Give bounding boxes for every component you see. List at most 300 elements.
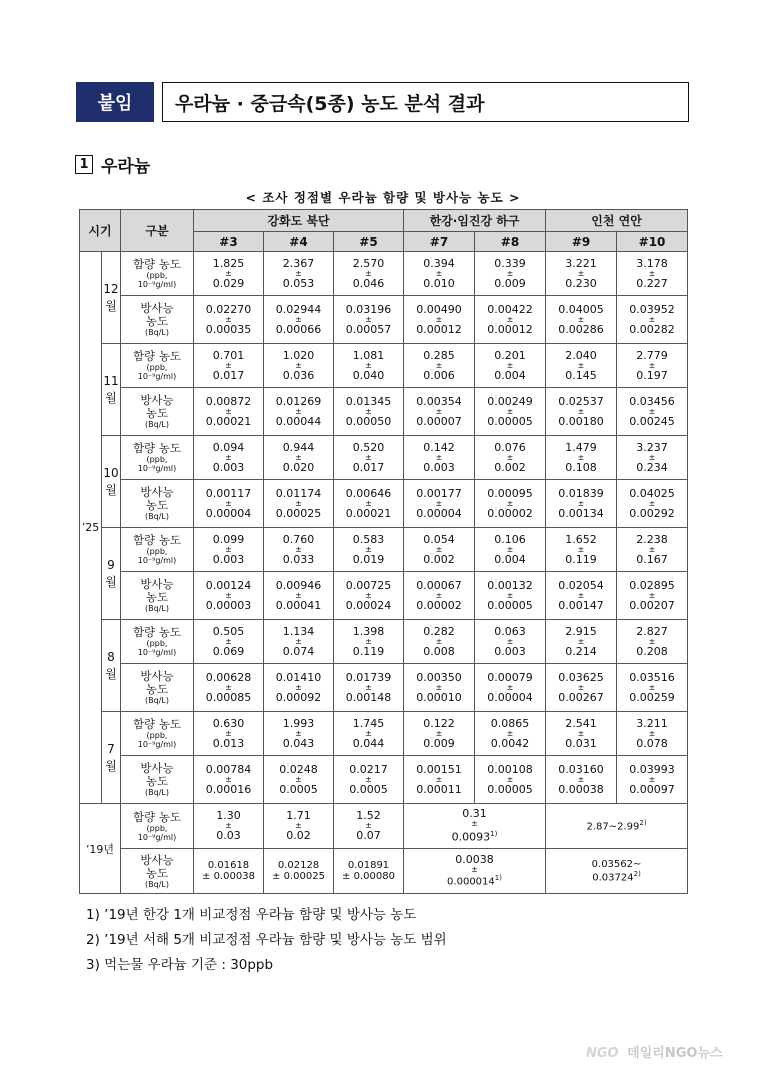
uncertainty: 0.167 [636, 552, 668, 566]
month-number: 11 [103, 373, 119, 388]
row-label-concentration [121, 528, 194, 572]
uncertainty: 0.00035 [205, 322, 252, 336]
row-label-radioactivity: 방사능 농도 (Bq/L) [121, 849, 194, 894]
row-month-radioactivity [80, 756, 688, 804]
value: 0.01839 [558, 486, 604, 500]
month-label [102, 528, 121, 620]
uncertainty: 0.00066 [275, 322, 322, 336]
value: 0.00124 [205, 578, 252, 592]
uncertainty: 0.00021 [345, 506, 392, 520]
cell-radioactivity [264, 296, 334, 344]
label-unit: 10⁻⁹g/ml) [137, 280, 177, 289]
plus-minus: ± [435, 498, 443, 508]
uncertainty: 0.00134 [558, 506, 604, 520]
cell-concentration [404, 528, 475, 572]
plus-minus: ± [295, 682, 302, 692]
plus-minus: ± [225, 268, 232, 278]
plus-minus: ± [295, 636, 302, 646]
plus-minus: ± [648, 682, 656, 692]
value: 2.367 [282, 256, 315, 270]
row-label-concentration [121, 620, 194, 664]
uncertainty: 0.00147 [558, 598, 604, 612]
cell-2019-rad-4: 0.02128 ± 0.00025 [264, 849, 334, 894]
label-unit: (ppb, [146, 363, 168, 372]
uncertainty: 0.00003 [205, 598, 252, 612]
label-main: 함량 농도 [132, 257, 182, 271]
uncertainty: 0.00012 [416, 322, 462, 336]
value: 0.02270 [205, 302, 252, 316]
plus-minus: ± [435, 774, 443, 784]
plus-minus: ± [365, 406, 372, 416]
plus-minus: ± [506, 728, 514, 738]
row-label-radioactivity [121, 296, 194, 344]
uncertainty: 0.009 [494, 276, 526, 290]
cell-concentration [264, 528, 334, 572]
label-unit: (Bq/L) [145, 420, 169, 429]
uncertainty: 0.214 [565, 644, 597, 658]
label-main: 농도 [145, 498, 169, 512]
row-month-radioactivity [80, 296, 688, 344]
value: 0.076 [494, 440, 526, 454]
cell-2019-conc-5: 1.52 ± 0.07 [334, 804, 404, 849]
uncertainty: 0.00057 [345, 322, 392, 336]
plus-minus: ± [648, 498, 656, 508]
value: 2.915 [565, 624, 597, 638]
value: 2.238 [636, 532, 668, 546]
uncertainty: 0.010 [423, 276, 455, 290]
value: 1.020 [282, 348, 315, 362]
plus-minus: ± [225, 314, 232, 324]
cell-concentration [546, 712, 617, 756]
plus-minus: ± [435, 728, 443, 738]
uncertainty: 0.00004 [205, 506, 252, 520]
cell-concentration [334, 528, 404, 572]
header-group-incheon: 인천 연안 [546, 210, 688, 232]
cell-concentration [334, 620, 404, 664]
watermark [586, 1042, 723, 1061]
row-label-concentration [121, 804, 194, 849]
value: 0.02054 [558, 578, 604, 592]
value: 2.827 [636, 624, 668, 638]
cell-concentration [194, 712, 264, 756]
cell-radioactivity [617, 756, 688, 804]
footnote: 1) ’19년 한강 1개 비교정점 우라늄 함량 및 방사능 농도 [86, 907, 417, 923]
plus-minus: ± [577, 544, 585, 554]
header-station: #10 [617, 232, 688, 252]
plus-minus: ± [295, 406, 302, 416]
value: 0.00177 [416, 486, 462, 500]
value: 1.081 [352, 348, 385, 362]
value: 0.00628 [205, 670, 252, 684]
value: 0.00249 [487, 394, 533, 408]
label-main: 함량 농도 [132, 349, 182, 363]
cell-2019-rad-3: 0.01618 ± 0.00038 [194, 849, 264, 894]
uncertainty: 0.017 [352, 460, 385, 474]
uncertainty: 0.003 [212, 460, 245, 474]
plus-minus: ± [506, 590, 514, 600]
value: 0.0217 [349, 762, 388, 776]
plus-minus: ± [577, 406, 585, 416]
cell-radioactivity [264, 664, 334, 712]
uncertainty: 0.00038 [558, 782, 604, 796]
label-main: 함량 농도 [132, 809, 182, 824]
cell-concentration [617, 252, 688, 296]
month-label [102, 344, 121, 436]
value: 0.00108 [487, 762, 533, 776]
label-unit: (Bq/L) [145, 696, 169, 705]
cell-radioactivity [404, 388, 475, 436]
value: 0.00422 [487, 302, 533, 316]
cell-radioactivity [475, 388, 546, 436]
cell-2019-rad-5: 0.01891 ± 0.00080 [334, 849, 404, 894]
label-unit: (ppb, [146, 731, 168, 740]
footnotes [86, 903, 447, 978]
uncertainty: 0.00021 [205, 414, 252, 428]
value: 3.237 [636, 440, 668, 454]
plus-minus: ± [225, 590, 232, 600]
uncertainty: 0.00180 [558, 414, 604, 428]
plus-minus: ± [295, 268, 302, 278]
cell-radioactivity [194, 756, 264, 804]
plus-minus: ± [577, 268, 585, 278]
footnote: 3) 먹는물 우라늄 기준 : 30ppb [86, 957, 274, 973]
header-station: #7 [404, 232, 475, 252]
value: 0.00646 [345, 486, 392, 500]
plus-minus: ± [577, 774, 585, 784]
label-unit: 10⁻⁹g/ml) [137, 832, 177, 842]
header-station: #8 [475, 232, 546, 252]
cell-concentration [617, 712, 688, 756]
row-month-radioactivity [80, 480, 688, 528]
plus-minus: ± [295, 452, 302, 462]
label-main: 방사능 [140, 485, 174, 499]
uncertainty: 0.044 [352, 736, 385, 750]
cell-radioactivity [194, 388, 264, 436]
month-unit: 월 [105, 390, 117, 405]
row-label-concentration [121, 436, 194, 480]
value: 0.02537 [558, 394, 604, 408]
value: 0.00350 [416, 670, 462, 684]
value: 0.01410 [275, 670, 322, 684]
cell-concentration [194, 620, 264, 664]
row-label-concentration [121, 712, 194, 756]
cell-concentration [546, 528, 617, 572]
uncertainty: 0.003 [494, 644, 526, 658]
value: 0.00079 [487, 670, 533, 684]
plus-minus: ± [648, 360, 656, 370]
label-unit: (Bq/L) [145, 512, 169, 521]
plus-minus: ± [225, 728, 232, 738]
value: 0.03625 [558, 670, 604, 684]
value: 1.825 [212, 256, 245, 270]
cell-2019-conc-west: 2.87~2.99$^{2)}$ [546, 804, 688, 849]
uncertainty: 0.031 [565, 736, 597, 750]
cell-concentration [334, 436, 404, 480]
cell-concentration [264, 712, 334, 756]
value: 0.063 [494, 624, 526, 638]
uncertainty: 0.006 [423, 368, 455, 382]
plus-minus: ± [577, 452, 585, 462]
value: 1.652 [565, 532, 597, 546]
label-main: 농도 [145, 682, 169, 696]
header-group-hangang: 한강·임진강 하구 [404, 210, 546, 232]
plus-minus: ± [506, 406, 514, 416]
row-month-concentration [80, 252, 688, 296]
value: 0.201 [494, 348, 526, 362]
cell-radioactivity [546, 296, 617, 344]
cell-radioactivity [334, 572, 404, 620]
label-main: 방사능 [140, 577, 174, 591]
cell-radioactivity [475, 756, 546, 804]
plus-minus: ± [577, 590, 585, 600]
value: 0.339 [494, 256, 526, 270]
label-main: 농도 [145, 406, 169, 420]
cell-radioactivity [546, 388, 617, 436]
plus-minus: ± [365, 360, 372, 370]
uncertainty: 0.227 [636, 276, 668, 290]
cell-concentration [617, 528, 688, 572]
cell-radioactivity [546, 664, 617, 712]
cell-radioactivity [404, 756, 475, 804]
uranium-table [79, 209, 688, 894]
plus-minus: ± [435, 268, 443, 278]
cell-concentration [264, 620, 334, 664]
uncertainty: 0.003 [423, 460, 455, 474]
plus-minus: ± [648, 544, 656, 554]
plus-minus: ± [648, 728, 656, 738]
month-label [102, 712, 121, 804]
cell-radioactivity [194, 296, 264, 344]
plus-minus: ± [577, 636, 585, 646]
cell-radioactivity [404, 664, 475, 712]
cell-concentration [475, 712, 546, 756]
cell-radioactivity [475, 572, 546, 620]
uncertainty: 0.00245 [629, 414, 675, 428]
value: 1.479 [565, 440, 597, 454]
label-unit: (Bq/L) [145, 328, 169, 337]
value: 0.03160 [558, 762, 604, 776]
value: 0.01345 [345, 394, 392, 408]
cell-concentration [194, 344, 264, 388]
cell-radioactivity [334, 388, 404, 436]
cell-concentration [475, 344, 546, 388]
plus-minus: ± [435, 360, 443, 370]
uncertainty: 0.00002 [416, 598, 462, 612]
label-unit: (ppb, [146, 271, 168, 280]
uncertainty: 0.002 [423, 552, 455, 566]
uncertainty: 0.078 [636, 736, 668, 750]
value: 1.993 [282, 716, 315, 730]
cell-concentration [404, 620, 475, 664]
uncertainty: 0.074 [282, 644, 315, 658]
value: 2.040 [565, 348, 597, 362]
label-unit: (ppb, [146, 823, 168, 833]
value: 2.541 [565, 716, 597, 730]
plus-minus: ± [506, 774, 514, 784]
uncertainty: 0.033 [282, 552, 315, 566]
cell-radioactivity [334, 296, 404, 344]
label-main: 방사능 [140, 669, 174, 683]
value: 0.01739 [345, 670, 392, 684]
value: 0.630 [212, 716, 245, 730]
value: 0.00117 [205, 486, 252, 500]
cell-concentration [546, 436, 617, 480]
row-label-radioactivity [121, 572, 194, 620]
uncertainty: 0.00282 [629, 322, 675, 336]
uncertainty: 0.040 [352, 368, 385, 382]
value: 0.03456 [629, 394, 675, 408]
plus-minus: ± [648, 590, 656, 600]
value: 0.01269 [275, 394, 322, 408]
plus-minus: ± [225, 774, 232, 784]
cell-concentration [404, 344, 475, 388]
value: 0.00151 [416, 762, 462, 776]
uncertainty: 0.046 [352, 276, 385, 290]
plus-minus: ± [506, 314, 514, 324]
uncertainty: 0.00024 [345, 598, 392, 612]
row-month-concentration [80, 436, 688, 480]
plus-minus: ± [648, 452, 656, 462]
section-number: 1 [75, 155, 93, 174]
value: 1.398 [352, 624, 385, 638]
plus-minus: ± [225, 636, 232, 646]
uncertainty: 0.020 [282, 460, 315, 474]
cell-radioactivity [617, 388, 688, 436]
month-number: 8 [107, 649, 115, 664]
plus-minus: ± [648, 406, 656, 416]
uncertainty: 0.053 [282, 276, 315, 290]
header-station: #9 [546, 232, 617, 252]
cell-radioactivity [404, 572, 475, 620]
uncertainty: 0.119 [352, 644, 385, 658]
watermark-text: 데일리NGO뉴스 [627, 1046, 723, 1061]
month-unit: 월 [105, 298, 117, 313]
row-label-concentration [121, 252, 194, 296]
label-main: 함량 농도 [132, 441, 182, 455]
uncertainty: 0.00012 [487, 322, 533, 336]
month-label [102, 252, 121, 344]
plus-minus: ± [577, 728, 585, 738]
plus-minus: ± [648, 268, 656, 278]
row-month-concentration [80, 344, 688, 388]
label-main: 방사능 [140, 761, 174, 775]
cell-concentration [475, 252, 546, 296]
uncertainty: 0.00005 [487, 782, 533, 796]
plus-minus: ± [225, 452, 232, 462]
label-unit: 10⁻⁹g/ml) [137, 740, 177, 749]
uncertainty: 0.013 [212, 736, 245, 750]
section-title: 우라늄 [101, 157, 151, 177]
label-unit: (Bq/L) [145, 604, 169, 613]
uncertainty: 0.00148 [345, 690, 392, 704]
cell-concentration [334, 712, 404, 756]
cell-concentration [617, 344, 688, 388]
value: 0.505 [212, 624, 245, 638]
plus-minus: ± [435, 314, 443, 324]
plus-minus: ± [435, 636, 443, 646]
uncertainty: 0.00286 [558, 322, 604, 336]
uncertainty: 0.003 [212, 552, 245, 566]
table-caption: < 조사 정점별 우라늄 함량 및 방사능 농도 > [245, 190, 521, 205]
value: 0.03516 [629, 670, 675, 684]
plus-minus: ± [435, 682, 443, 692]
label-main: 농도 [145, 590, 169, 604]
month-number: 10 [103, 465, 119, 480]
value: 0.285 [423, 348, 455, 362]
label-unit: 10⁻⁹g/ml) [137, 372, 177, 381]
label-unit: 10⁻⁹g/ml) [137, 464, 177, 473]
uncertainty: 0.00092 [275, 690, 322, 704]
attachment-badge: 붙임 [76, 82, 154, 122]
cell-radioactivity [194, 572, 264, 620]
cell-concentration [194, 528, 264, 572]
month-label [102, 620, 121, 712]
row-label-radioactivity [121, 664, 194, 712]
uncertainty: 0.043 [282, 736, 315, 750]
cell-concentration [334, 252, 404, 296]
uncertainty: 0.208 [636, 644, 668, 658]
cell-radioactivity [546, 572, 617, 620]
month-unit: 월 [105, 574, 117, 589]
uncertainty: 0.00010 [416, 690, 462, 704]
uncertainty: 0.197 [636, 368, 668, 382]
value: 0.02895 [629, 578, 675, 592]
value: 0.944 [282, 440, 315, 454]
uncertainty: 0.00007 [416, 414, 462, 428]
row-label-radioactivity [121, 756, 194, 804]
plus-minus: ± [365, 314, 372, 324]
cell-radioactivity [475, 664, 546, 712]
uncertainty: 0.00292 [629, 506, 675, 520]
header-station: #4 [264, 232, 334, 252]
value: 0.00946 [275, 578, 322, 592]
uncertainty: 0.004 [494, 368, 526, 382]
plus-minus: ± [435, 406, 443, 416]
plus-minus: ± [506, 452, 514, 462]
value: 0.054 [423, 532, 455, 546]
uncertainty: 0.00004 [487, 690, 533, 704]
cell-concentration [546, 344, 617, 388]
cell-radioactivity [404, 296, 475, 344]
cell-radioactivity [546, 480, 617, 528]
header-type: 구분 [121, 210, 194, 252]
row-month-radioactivity [80, 572, 688, 620]
plus-minus: ± [365, 590, 372, 600]
cell-2019-rad-hangang: 0.0038 ± $0.000014^{1)}$ [404, 849, 546, 894]
header-station: #5 [334, 232, 404, 252]
value: 0.394 [423, 256, 455, 270]
cell-radioactivity [264, 480, 334, 528]
value: 0.099 [212, 532, 245, 546]
label-main: 농도 [145, 314, 169, 328]
plus-minus: ± [648, 774, 656, 784]
value: 0.03993 [629, 762, 675, 776]
uncertainty: 0.00002 [487, 506, 533, 520]
plus-minus: ± [295, 590, 302, 600]
value: 0.520 [352, 440, 385, 454]
uncertainty: 0.00011 [416, 782, 462, 796]
header-station: #3 [194, 232, 264, 252]
uncertainty: 0.002 [494, 460, 526, 474]
month-unit: 월 [105, 482, 117, 497]
plus-minus: ± [295, 498, 302, 508]
row-label-radioactivity [121, 388, 194, 436]
plus-minus: ± [365, 636, 372, 646]
uncertainty: 0.004 [494, 552, 526, 566]
year-2019-label: ’19년 [80, 804, 121, 894]
plus-minus: ± [506, 360, 514, 370]
month-label [102, 436, 121, 528]
